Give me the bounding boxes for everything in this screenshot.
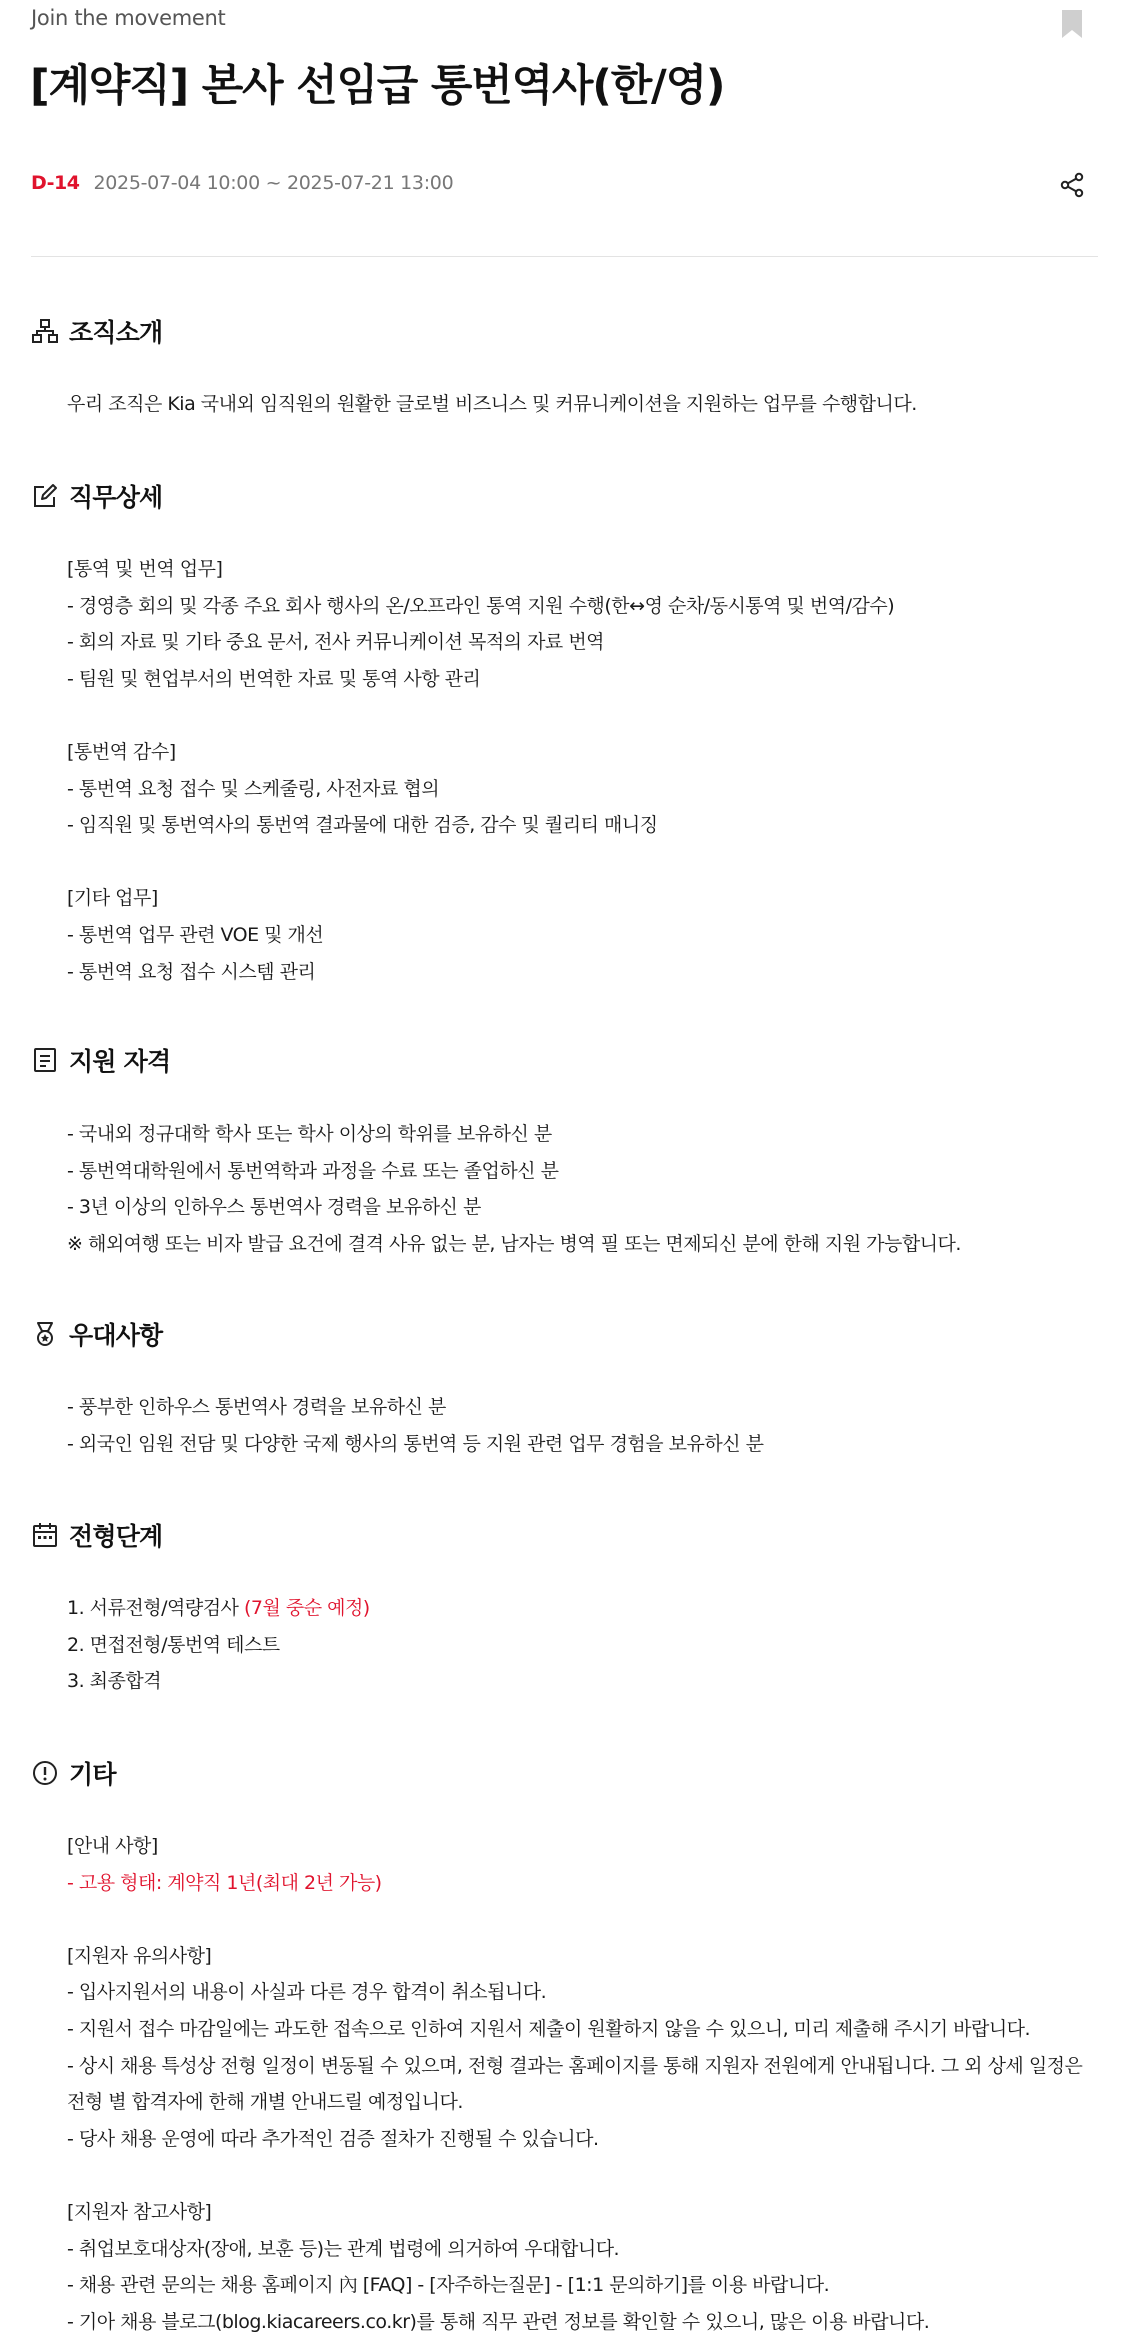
text-line: ※ 해외여행 또는 비자 발급 요건에 결격 사유 없는 분, 남자는 병역 필 또는 면제되신 분에 한해 지원 가능합니다. [67, 1232, 961, 1255]
text-line: [통번역 감수] [67, 740, 176, 763]
process-step [67, 1590, 370, 1627]
text-line: [지원자 유의사항] [67, 1944, 212, 1967]
text-line: - 입사지원서의 내용이 사실과 다른 경우 합격이 취소됩니다. [67, 1981, 547, 2004]
text-line: [기타 업무] [67, 887, 158, 910]
text-line: - 임직원 및 통번역사의 통번역 결과물에 대한 검증, 감수 및 퀄리티 매니징 [67, 814, 658, 837]
document-icon [31, 1046, 59, 1074]
employment-type: - 고용 형태: 계약직 1년(최대 2년 가능) [67, 1871, 382, 1894]
header-divider [31, 256, 1098, 257]
section-title-preference: 우대사항 [69, 1321, 163, 1350]
section-etc [31, 1755, 116, 1791]
section-org [31, 313, 162, 349]
text-line: - 통번역 요청 접수 및 스케줄링, 사전자료 협의 [67, 777, 440, 800]
step-note: (7월 중순 예정) [243, 1597, 370, 1619]
section-title-qualification: 지원 자격 [69, 1047, 171, 1076]
text-line: - 당사 채용 운영에 따라 추가적인 검증 절차가 진행될 수 있습니다. [67, 2127, 599, 2150]
step-label: 1. 서류전형/역량검사 [67, 1597, 244, 1619]
text-line: - 경영층 회의 및 각종 주요 회사 행사의 온/오프라인 통역 지원 수행(한↔영 순차/동시통역 및 번역/감수) [67, 594, 895, 617]
text-line: - 기아 채용 블로그(blog.kiacareers.co.kr)를 통해 직무 관련 정보를 확인할 수 있으니, 많은 이용 바랍니다. [67, 2310, 930, 2333]
duty-body [67, 551, 894, 990]
text-line: 전형 별 합격자에 한해 개별 안내드릴 예정입니다. [67, 2091, 463, 2114]
section-qualification [31, 1042, 170, 1078]
blank-line [67, 1901, 1082, 1938]
text-line: - 회의 자료 및 기타 중요 문서, 전사 커뮤니케이션 목적의 자료 번역 [67, 631, 605, 654]
bookmark-icon[interactable] [1062, 10, 1082, 38]
blank-line [67, 697, 894, 734]
text-line: - 취업보호대상자(장애, 보훈 등)는 관계 법령에 의거하여 우대합니다. [67, 2237, 620, 2260]
text-line: - 지원서 접수 마감일에는 과도한 접속으로 인하여 지원서 제출이 원활하지 않을 수 있으니, 미리 제출해 주시기 바랍니다. [67, 2017, 1031, 2040]
process-step: 3. 최종합격 [67, 1670, 162, 1693]
qualification-body [67, 1116, 961, 1262]
section-preference [31, 1316, 162, 1352]
section-title-org: 조직소개 [69, 318, 163, 347]
dday-badge: D-14 [31, 172, 80, 194]
text-line: - 3년 이상의 인하우스 통번역사 경력을 보유하신 분 [67, 1196, 481, 1219]
edit-icon [31, 482, 59, 510]
preference-body [67, 1389, 764, 1462]
tagline: Join the movement [31, 6, 226, 30]
text-line: [안내 사항] [67, 1835, 158, 1857]
text-line: - 상시 채용 특성상 전형 일정이 변동될 수 있으며, 전형 결과는 홈페이지를 통해 지원자 전원에게 안내됩니다. 그 외 상세 일정은 [67, 2054, 1083, 2077]
medal-icon [31, 1320, 59, 1348]
blank-line [67, 2157, 1082, 2194]
posting-period: 2025-07-04 10:00 ~ 2025-07-21 13:00 [93, 172, 454, 194]
share-icon[interactable] [1060, 172, 1084, 198]
text-line: [지원자 참고사항] [67, 2200, 212, 2223]
text-line: - 통번역 요청 접수 시스템 관리 [67, 960, 316, 983]
page-title: [계약직] 본사 선임급 통번역사(한/영) [30, 61, 725, 111]
section-title-duty: 직무상세 [69, 483, 163, 512]
etc-body [67, 1828, 1082, 2340]
org-body [67, 386, 917, 423]
section-duty [31, 478, 162, 514]
text-line: - 통번역대학원에서 통번역학과 과정을 수료 또는 졸업하신 분 [67, 1159, 559, 1182]
org-chart-icon [31, 317, 59, 345]
section-process [31, 1517, 162, 1553]
section-title-etc: 기타 [69, 1760, 116, 1789]
text-line: - 국내외 정규대학 학사 또는 학사 이상의 학위를 보유하신 분 [67, 1123, 552, 1145]
info-icon [31, 1759, 59, 1787]
text-line: - 채용 관련 문의는 채용 홈페이지 內 [FAQ] - [자주하는질문] - [1:1 문의하기]를 이용 바랍니다. [67, 2274, 830, 2297]
process-step: 2. 면접전형/통번역 테스트 [67, 1633, 280, 1656]
text-line: 우리 조직은 Kia 국내외 임직원의 원활한 글로벌 비즈니스 및 커뮤니케이션을 지원하는 업무를 수행합니다. [67, 393, 917, 415]
section-title-process: 전형단계 [69, 1522, 163, 1551]
text-line: - 통번역 업무 관련 VOE 및 개선 [67, 923, 324, 946]
calendar-icon [31, 1521, 59, 1549]
text-line: - 외국인 임원 전담 및 다양한 국제 행사의 통번역 등 지원 관련 업무 경험을 보유하신 분 [67, 1432, 764, 1455]
text-line: - 팀원 및 현업부서의 번역한 자료 및 통역 사항 관리 [67, 667, 481, 690]
text-line: - 풍부한 인하우스 통번역사 경력을 보유하신 분 [67, 1396, 446, 1418]
posting-meta [31, 172, 453, 194]
blank-line [67, 844, 894, 881]
text-line: [통역 및 번역 업무] [67, 558, 223, 580]
process-body [67, 1590, 370, 1700]
